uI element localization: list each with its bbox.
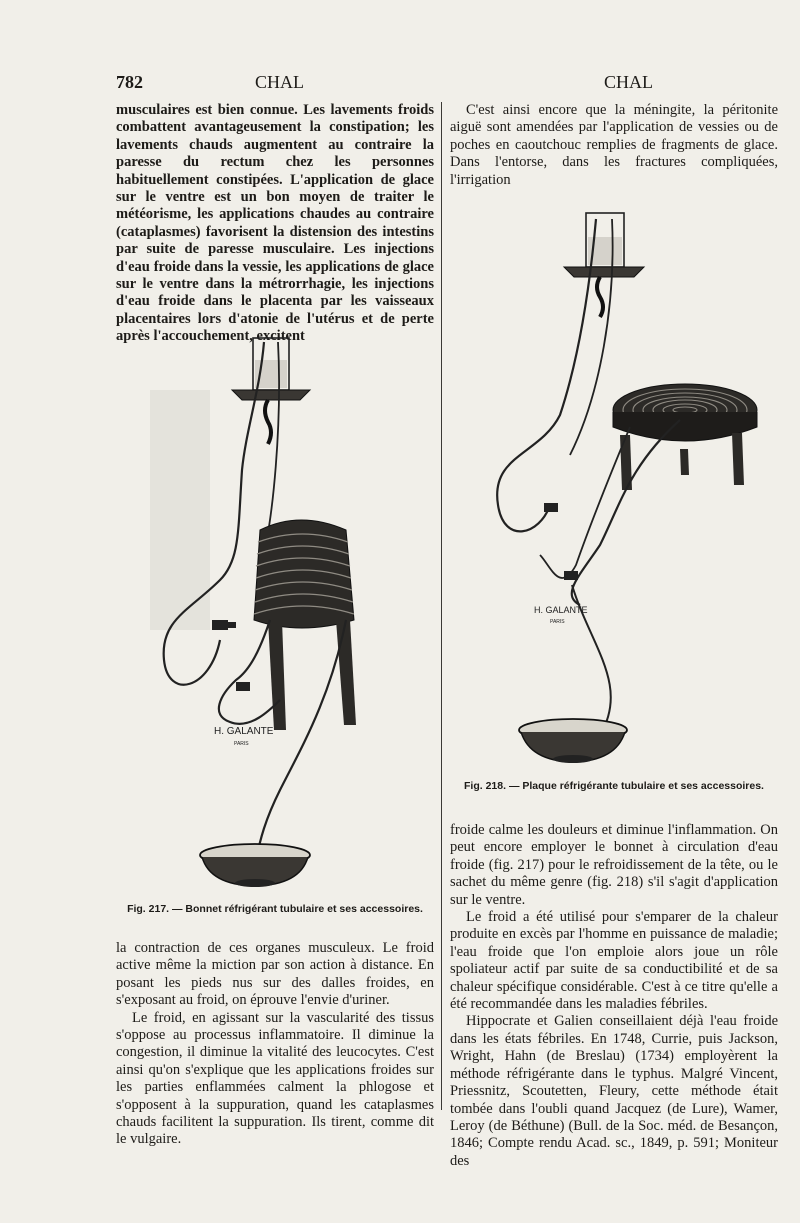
page-number: 782 [116,72,143,92]
column-divider [441,102,442,1110]
figure-217-maker: H. GALANTE [214,726,274,737]
figure-218-caption: Fig. 218. — Plaque réfrigérante tubulaire et ses accessoires. [464,780,764,792]
left-column-bottom [116,940,434,1149]
bonnet-refrigerant-illustration [150,320,410,900]
right-column-bottom [450,822,778,1170]
figure-218-maker: H. GALANTE [534,605,588,615]
figure-217-maker-city: PARIS [234,741,249,747]
left-bottom-paragraph-2: Le froid, en agissant sur la vascularité des tissus s'oppose au processus inflammatoire. Il diminue la congestion, il diminue la vitalité des leucocytes. C'est ainsi qu'on s'explique que les applications froides sur les parties enflammées calment la phlogose et s'opposent à la suppuration, quand les cataplasmes chauds facilitent la suppuration. Ils tirent, comme dit le vulgaire. [116,1009,434,1148]
right-column-top [450,102,778,189]
right-paragraph-3: Hippocrate et Galien conseillaient déjà l'eau froide dans les états fébriles. En 1748, Currie, puis Jackson, Wright, Hahn (de Breslau) (1734) employèrent la méthode réfrigérante dans le typhus. Malgré Vincent, Priessnitz, Scoutetten, Fleury, cette méthode était tombée dans l'oubli quand Jacquez (de Lure), Wamer, Leroy (de Béthune) (Bull. de la Soc. méd. de Besançon, 1846; Compte rendu Acad. sc., 1849, p. 591; Moniteur des [450,1013,778,1169]
figure-217-caption: Fig. 217. — Bonnet réfrigérant tubulaire et ses accessoires. [127,903,423,915]
left-top-paragraph: musculaires est bien connue. Les lavements froids combattent avantageusement la constipation; les lavements chauds augmentent au contraire la paresse du rectum chez les personnes habituellement constipées. L'application de glace sur le ventre est un bon moyen de traiter le météorisme, les applications chaudes au contraire (cataplasmes) favorisent la distension des intestins par suite de paresse musculaire. Les injections d'eau froide dans la vessie, les applications de glace sur le ventre dans la métrorrhagie, les injections d'eau froide dans le placenta par les vaisseaux placentaires lors d'atonie de l'utérus et de perte après l'accouchement, excitent [116,102,434,345]
right-paragraph-1: froide calme les douleurs et diminue l'inflammation. On peut encore employer le bonnet à circulation d'eau froide (fig. 217) pour le refroidissement de la tête, ou le sachet du même genre (fig. 218) s'il s'agit d'application sur le ventre. [450,822,778,908]
figure-218 [480,205,770,775]
right-running-title: CHAL [604,72,653,92]
figure-217 [150,320,410,900]
right-paragraph-2: Le froid a été utilisé pour s'emparer de la chaleur produite en excès par l'homme en puissance de maladie; l'eau froide que l'on emploie alors joue un rôle spoliateur actif par suite de sa conductibilité et de sa chaleur spécifique considérable. C'est à ce titre qu'elle a été recommandée dans les maladies fébriles. [450,909,778,1013]
right-top-paragraph: C'est ainsi encore que la méningite, la péritonite aiguë sont amendées par l'application de vessies ou de poches en caoutchouc remplies de fragments de glace. Dans l'entorse, dans les fractures compliquées, l'irrigation [450,102,778,188]
plaque-refrigerante-illustration [480,205,770,775]
left-running-title: CHAL [255,72,304,92]
left-column-top [116,102,434,346]
left-bottom-paragraph-1: la contraction de ces organes musculeux. Le froid active même la miction par son action à distance. En posant les pieds nus sur des dalles froides, en s'exposant au froid, on éprouve l'envie d'uriner. [116,940,434,1009]
running-header [0,72,800,96]
figure-218-maker-city: PARIS [550,619,565,625]
